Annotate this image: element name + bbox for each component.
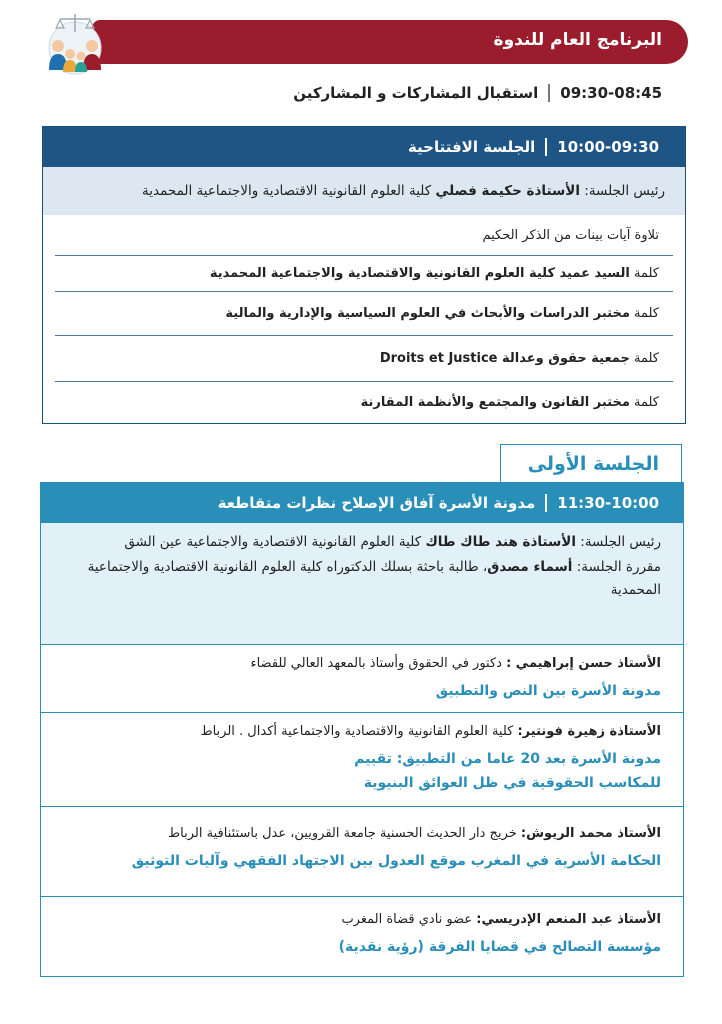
agenda-item-text: مختبر القانون والمجتمع والأنظمة المقارنة — [360, 395, 630, 410]
opening-session-header — [43, 127, 685, 167]
talk-title: الحكامة الأسرية في المغرب موقع العدول بين الاجتهاد الفقهي وآليات التوثيق — [131, 853, 661, 869]
divider — [548, 84, 550, 102]
agenda-item-prefix: كلمة — [634, 306, 659, 321]
chair-affiliation: كلية العلوم القانونية الاقتصادية والاجتماعية عين الشق — [124, 534, 422, 550]
talk-item — [41, 806, 683, 896]
session1-rapporteur — [71, 556, 661, 602]
session1-chairs — [41, 523, 683, 644]
chair-label: رئيس الجلسة: — [584, 183, 665, 199]
talk-title: مدونة الأسرة بين النص والتطبيق — [435, 683, 661, 699]
agenda-item-text: مختبر الدراسات والأبحاث في العلوم السياسية والإدارية والمالية — [225, 306, 630, 321]
divider — [545, 138, 547, 156]
speaker-name: الأستاذ عبد المنعم الإدريسي: — [476, 912, 661, 927]
rapporteur-affiliation: ، طالبة باحثة بسلك الدكتوراه كلية العلوم القانونية الاقتصادية والاجتماعية المحمدية — [87, 559, 661, 598]
agenda-item-prefix: كلمة — [634, 351, 659, 366]
agenda-item-prefix: كلمة — [634, 266, 659, 281]
rapporteur-label: مقررة الجلسة: — [576, 559, 661, 575]
talk-speaker-line — [61, 653, 661, 675]
talk-title: مؤسسة التصالح في قضايا الفرقة (رؤية نقدية) — [338, 939, 661, 955]
family-justice-logo-icon — [40, 10, 110, 76]
reception-label: استقبال المشاركات و المشاركين — [293, 84, 539, 102]
opening-title: الجلسة الافتتاحية — [407, 138, 536, 156]
speaker-name: الأستاذ حسن إبراهيمي : — [506, 656, 661, 671]
opening-agenda — [43, 215, 685, 423]
session1 — [40, 482, 684, 977]
opening-time: 10:00-09:30 — [557, 138, 659, 156]
speaker-affiliation: كلية العلوم القانونية والاقتصادية والاجتماعية أكدال . الرباط — [200, 724, 514, 739]
talk-title: مدونة الأسرة بعد 20 عاما من التطبيق: تقييم للمكاسب الحقوقية في ظل العوائق البنيوية — [354, 751, 661, 791]
list-item — [55, 381, 673, 423]
speaker-name: الأستاذ محمد الريوش: — [520, 826, 661, 841]
chair-label: رئيس الجلسة: — [580, 534, 661, 550]
page-title: البرنامج العام للندوة — [493, 30, 662, 50]
rapporteur-name: أسماء مصدق — [487, 559, 573, 575]
speaker-affiliation: دكتور في الحقوق وأستاذ بالمعهد العالي للقضاء — [250, 656, 502, 671]
session1-title: مدونة الأسرة آفاق الإصلاح نظرات متقاطعة — [217, 494, 536, 512]
talk-speaker-line — [61, 721, 661, 743]
chair-name: الأستاذة حكيمة فصلي — [435, 183, 580, 199]
divider — [545, 494, 547, 512]
talk-item — [41, 644, 683, 712]
speaker-affiliation: عضو نادي قضاة المغرب — [341, 912, 473, 927]
reception-row — [293, 84, 662, 102]
session1-time: 11:30-10:00 — [557, 494, 659, 512]
talk-item — [41, 896, 683, 976]
session1-tab: الجلسة الأولى — [500, 444, 682, 482]
speaker-name: الأستاذة زهيرة فونتير: — [517, 724, 661, 739]
reception-time: 09:30-08:45 — [560, 84, 662, 102]
agenda-item-text: تلاوة آيات بينات من الذكر الحكيم — [482, 227, 659, 243]
talk-speaker-line — [61, 909, 661, 931]
list-item — [55, 291, 673, 335]
agenda-item-text: جمعية حقوق وعدالة Droits et Justice — [379, 351, 630, 366]
opening-chair — [43, 167, 685, 215]
speaker-affiliation: خريج دار الحديث الحسنية جامعة القرويين، عدل باستئنافية الرباط — [168, 826, 517, 841]
list-item — [55, 215, 673, 255]
chair-name: الأستاذة هند طاك طاك — [425, 534, 576, 550]
opening-session — [42, 126, 686, 424]
list-item — [55, 335, 673, 381]
talk-item — [41, 712, 683, 806]
session1-header — [41, 483, 683, 523]
session1-chair — [71, 531, 661, 554]
agenda-item-text: السيد عميد كلية العلوم القانونية والاقتصادية والاجتماعية المحمدية — [209, 266, 630, 281]
chair-affiliation: كلية العلوم القانونية الاقتصادية والاجتماعية المحمدية — [141, 183, 432, 199]
talk-speaker-line — [61, 823, 661, 845]
agenda-item-prefix: كلمة — [634, 395, 659, 410]
list-item — [55, 255, 673, 291]
